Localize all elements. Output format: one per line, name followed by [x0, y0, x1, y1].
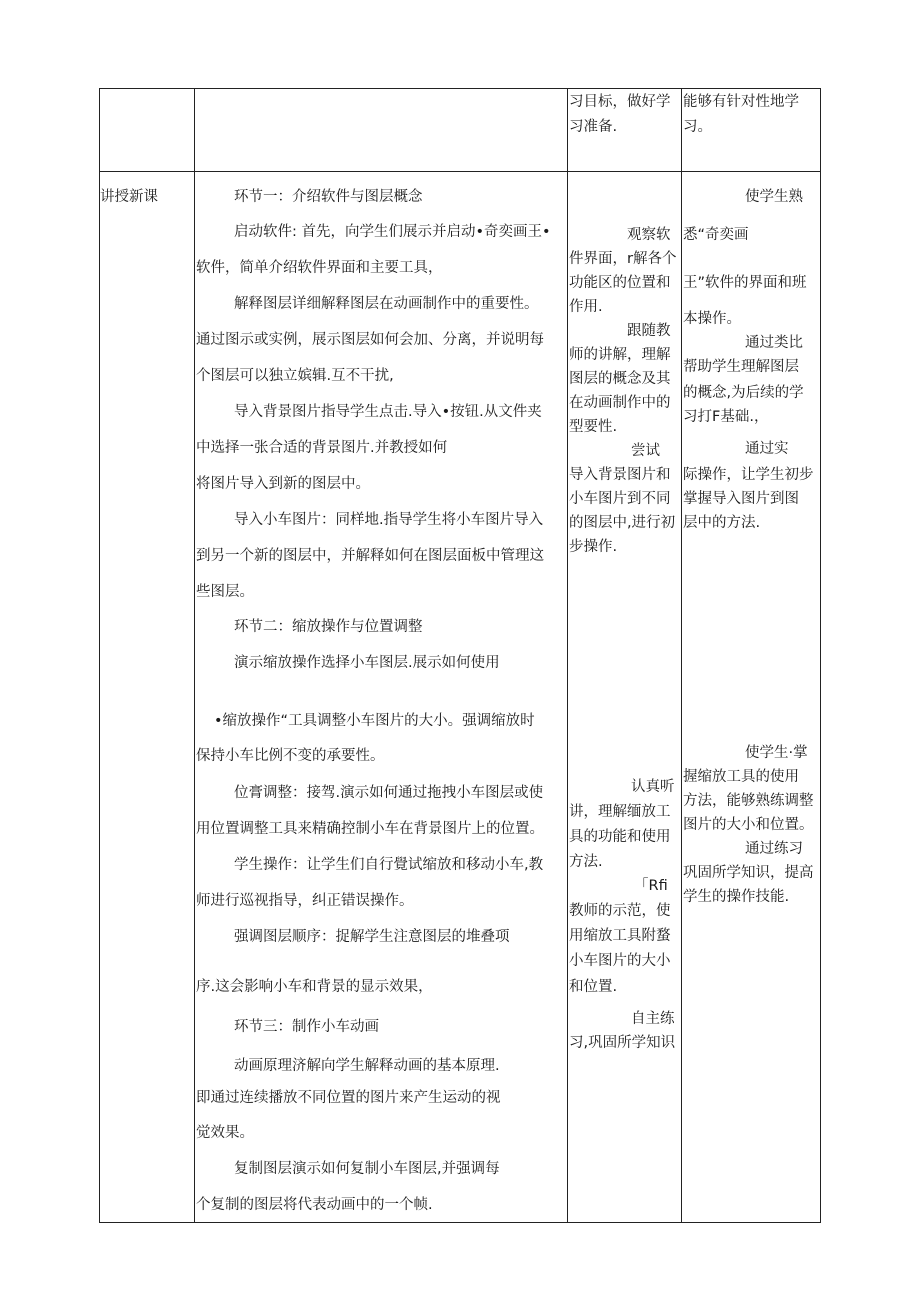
- student-line: 型要性.: [569, 419, 618, 435]
- teacher-line: 环节三：制作小车动画: [234, 1019, 379, 1035]
- purpose-line: 巩固所学知识，提高: [683, 865, 814, 881]
- purpose-line: 悉“奇奕画: [683, 227, 749, 243]
- teacher-line: 师进行巡视指导，纠正错误操作。: [196, 893, 414, 909]
- top-row-student-line-2: 习准备.: [569, 119, 618, 135]
- table-column-divider-3: [681, 88, 682, 1223]
- teacher-line: 演示缩放操作选择小车图层.展示如何使用: [234, 655, 500, 671]
- student-line: 步操作.: [569, 539, 618, 555]
- teacher-line: 解释图层详细解释图层在动画制作中的重要性。: [234, 296, 539, 312]
- top-row-purpose-line-2: 习。: [683, 119, 712, 135]
- teacher-line: 中选择一张合适的背景图片.并教授如何: [196, 440, 448, 456]
- purpose-line: 掌握导入图片到图: [683, 491, 799, 507]
- purpose-line: 通过实: [745, 441, 789, 457]
- table-border-top: [99, 88, 821, 89]
- student-line: 「Rfi: [634, 878, 668, 894]
- top-row-purpose-line-1: 能够有针对性地学: [683, 94, 799, 110]
- table-border-bottom: [99, 1222, 821, 1223]
- teacher-line: 到另一个新的图层中，并解释如何在图层面板中管理这: [196, 548, 544, 564]
- student-line: 用缩放工具附蝥: [569, 928, 671, 944]
- student-line: 教师的示范，使: [569, 903, 671, 919]
- teacher-line: 个复制的图层将代表动画中的一个帧.: [196, 1197, 433, 1213]
- teacher-line: 导入小车图片：同样地.指导学生将小车图片导入: [234, 512, 544, 528]
- purpose-line: 的概念,为后续的学: [683, 385, 804, 401]
- table-border-left: [99, 88, 100, 1223]
- table-row-divider: [99, 171, 821, 172]
- student-line: 件界面，r解各个: [569, 251, 677, 267]
- teacher-line: 觉效果。: [196, 1125, 254, 1141]
- purpose-line: 图片的大小和位置。: [683, 817, 814, 833]
- student-line: 讲，理解缅放工: [569, 804, 671, 820]
- student-line: 小车图片到不同: [569, 491, 671, 507]
- student-line: 认真听: [631, 779, 675, 795]
- teacher-line: 个图层可以独立嫔辑.互不干扰,: [196, 368, 394, 384]
- teacher-line: 即通过连续播放不同位置的图片来产生运动的视: [196, 1090, 501, 1106]
- teacher-line: 环节一：介绍软件与图层概念: [234, 189, 423, 205]
- table-column-divider-2: [567, 88, 568, 1223]
- purpose-line: 际操作，让学生初步: [683, 467, 814, 483]
- purpose-line: 层中的方法.: [683, 515, 761, 531]
- teacher-line: 通过图示或实例，展示图层如何会加、分离，并说明每: [196, 332, 544, 348]
- student-line: 功能区的位置和: [569, 275, 671, 291]
- student-line: 作用.: [569, 299, 603, 315]
- section-label: 讲授新课: [100, 189, 158, 205]
- teacher-line: 复制图层演示如何复制小车图层,并强调每: [234, 1161, 500, 1177]
- student-line: 自主练: [631, 1011, 675, 1027]
- purpose-line: 握缩放工具的使用: [683, 769, 799, 785]
- teacher-line: 环节二：缩放操作与位置调整: [234, 619, 423, 635]
- teacher-line: 动画原理济解向学生解释动画的基本原理.: [234, 1058, 500, 1074]
- student-line: 图层的概念及其: [569, 371, 671, 387]
- purpose-line: 通过练习: [745, 841, 803, 857]
- teacher-line: 将图片导入到新的图层中。: [196, 476, 370, 492]
- student-line: 和位置.: [569, 979, 618, 995]
- teacher-line: 启动软件: 首先，向学生们展示并启动•奇奕画王•: [234, 224, 551, 240]
- teacher-line: 些图层。: [196, 584, 254, 600]
- student-line: 具的功能和使用: [569, 829, 671, 845]
- table-border-right: [820, 88, 821, 1223]
- purpose-line: 使学生熟: [745, 189, 803, 205]
- student-line: 导入背景图片和: [569, 467, 671, 483]
- teacher-line: 软件，简单介绍软件界面和主要工具，: [196, 260, 443, 276]
- student-line: 跟随教: [627, 323, 671, 339]
- student-line: 在动画制作中的: [569, 395, 671, 411]
- teacher-line: 位膏调整：接驾.演示如何通过拖拽小车图层或使: [234, 785, 544, 801]
- teacher-line: 导入背景图片指导学生点击.导入•按钮.从文件夹: [234, 404, 542, 420]
- teacher-line: 保持小车比例不变的承要性。: [196, 748, 385, 764]
- student-line: 尝试: [631, 443, 660, 459]
- top-row-student-line-1: 习目标，做好学: [569, 94, 671, 110]
- purpose-line: 帮助学生理解图层: [683, 359, 799, 375]
- teacher-line: 用位置调整工具来精确控制小车在背景图片上的位置。: [196, 821, 544, 837]
- purpose-line: 通过类比: [745, 335, 803, 351]
- student-line: 师的讲解，理解: [569, 347, 671, 363]
- teacher-line: 学生操作：让学生们自行覺试缩放和移动小车,教: [234, 857, 544, 873]
- purpose-line: 使学生·掌: [745, 745, 808, 761]
- teacher-line: •缩放操作“工具调整小车图片的大小。强调缩放时: [214, 713, 535, 729]
- student-line: 方法.: [569, 854, 603, 870]
- purpose-line: 学生的操作技能.: [683, 889, 790, 905]
- student-line: 的图层中,进行初: [569, 515, 676, 531]
- purpose-line: 习打F基础.，: [683, 409, 769, 425]
- student-line: 习,巩固所学知识: [569, 1035, 676, 1051]
- purpose-line: 本操作。: [683, 311, 741, 327]
- teacher-line: 序.这会影响小车和背景的显示效果，: [196, 979, 433, 995]
- purpose-line: 方法，能够熟练调整: [683, 793, 814, 809]
- student-line: 小车图片的大小: [569, 953, 671, 969]
- table-column-divider-1: [194, 88, 195, 1223]
- student-line: 观察软: [627, 227, 671, 243]
- purpose-line: 王”软件的界面和班: [683, 275, 807, 291]
- teacher-line: 强调图层顺序：捉解学生注意图层的堆叠项: [234, 929, 510, 945]
